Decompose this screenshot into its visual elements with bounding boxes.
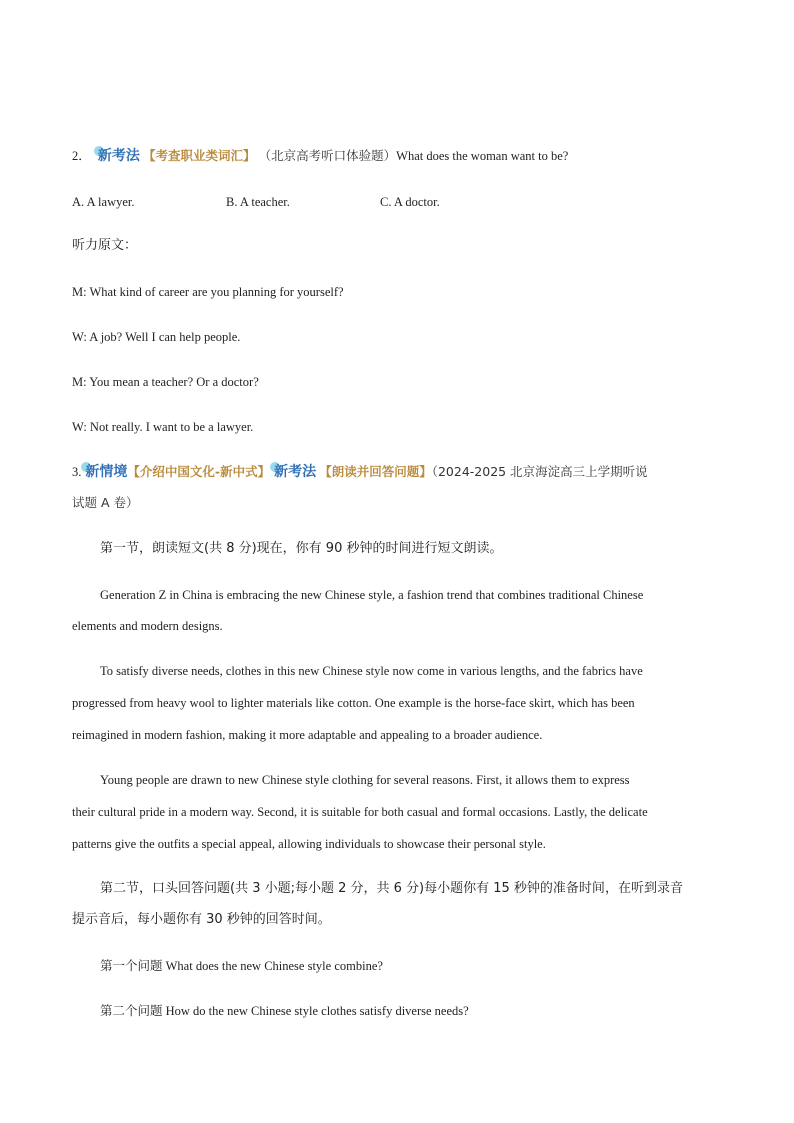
passage-line: Young people are drawn to new Chinese style clothing for several reasons. First, it allows them to express [100, 773, 630, 787]
q3-new-context-tag: 新情境 [81, 464, 127, 480]
q3-number: 3. [72, 465, 82, 479]
q2-source: （北京高考听口体验题） [258, 148, 397, 163]
passage-line: To satisfy diverse needs, clothes in this new Chinese style now come in various lengths, and the fabrics have [100, 664, 643, 678]
passage-line: progressed from heavy wool to lighter materials like cotton. One example is the horse-face skirt, which has been [72, 696, 635, 710]
q2-category: 【考查职业类词汇】 [143, 148, 256, 163]
option-b: B. A teacher. [226, 195, 290, 209]
q3-source-line2: 试题 A 卷） [72, 495, 139, 510]
section2-instructions-line2: 提示音后，每小题你有 30 秒钟的回答时间。 [72, 912, 331, 927]
passage-line: elements and modern designs. [72, 619, 223, 633]
q2-options [72, 194, 440, 210]
q3-new-method-tag: 新考法 [270, 464, 316, 480]
passage-line: reimagined in modern fashion, making it more adaptable and appealing to a broader audience. [72, 728, 543, 742]
passage-line: patterns give the outfits a special appeal, allowing individuals to showcase their personal style. [72, 837, 546, 851]
transcript-label: 听力原文： [72, 238, 138, 253]
q2-question: What does the woman want to be? [396, 149, 569, 163]
section2-instructions-line1: 第二节，口头回答问题(共 3 小题;每小题 2 分，共 6 分)每小题你有 15 秒钟的准备时间，在听到录音 [100, 881, 683, 896]
passage-line: Generation Z in China is embracing the new Chinese style, a fashion trend that combines traditional Chinese [100, 588, 644, 602]
q2-new-method-tag: 新考法 [94, 148, 140, 164]
q3-category-1: 【介绍中国文化-新中式】 [127, 464, 271, 479]
q2-number: 2． [72, 149, 91, 163]
transcript-line: M: You mean a teacher? Or a doctor? [72, 375, 259, 389]
transcript-line: W: A job? Well I can help people. [72, 330, 241, 344]
passage-line: their cultural pride in a modern way. Second, it is suitable for both casual and formal occasions. Lastly, the delicate [72, 805, 648, 819]
q3-category-2: 【朗读并回答问题】 [319, 464, 432, 479]
transcript-line: M: What kind of career are you planning for yourself? [72, 285, 344, 299]
question-item: 第一个问题 What does the new Chinese style combine? [100, 959, 383, 973]
question-item: 第二个问题 How do the new Chinese style clothes satisfy diverse needs? [100, 1004, 469, 1018]
q3-source-line1: （2024-2025 北京海淀高三上学期听说 [431, 464, 648, 479]
q2-header [72, 148, 568, 164]
section1-instructions: 第一节，朗读短文(共 8 分)现在，你有 90 秒钟的时间进行短文朗读。 [100, 541, 503, 556]
option-a: A. A lawyer. [72, 195, 135, 209]
transcript-line: W: Not really. I want to be a lawyer. [72, 420, 254, 434]
q3-header [72, 464, 648, 480]
option-c: C. A doctor. [380, 195, 440, 209]
